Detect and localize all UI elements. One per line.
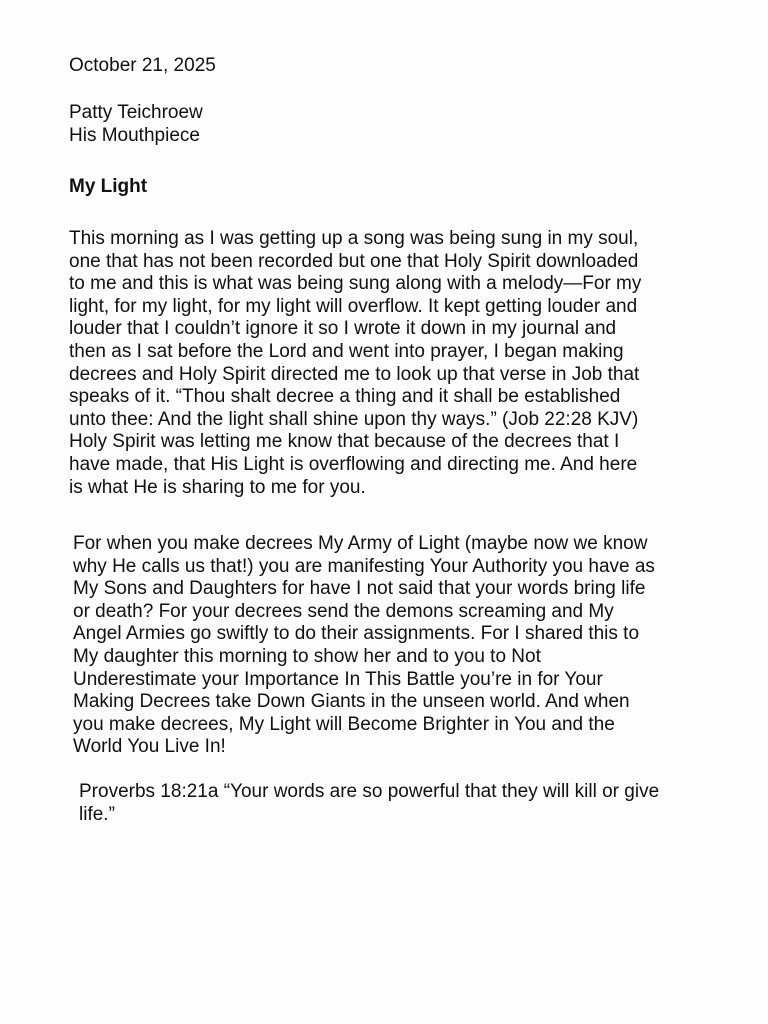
- text-line: speaks of it. “Thou shalt decree a thing and it shall be established: [69, 386, 621, 408]
- text-line: My Sons and Daughters for have I not said that your words bring life: [73, 578, 646, 600]
- closing-verse: [79, 781, 707, 826]
- author-name: Patty Teichroew: [69, 102, 203, 123]
- letter-date: October 21, 2025: [69, 55, 216, 76]
- text-line: then as I sat before the Lord and went into prayer, I began making: [69, 340, 624, 362]
- text-line: one that has not been recorded but one that Holy Spirit downloaded: [69, 250, 639, 272]
- letter-title: My Light: [69, 176, 148, 197]
- text-line: to me and this is what was being sung along with a melody—For my: [69, 273, 642, 295]
- text-line: life.”: [79, 803, 115, 825]
- text-line: This morning as I was getting up a song was being sung in my soul,: [69, 228, 639, 249]
- text-line: unto thee: And the light shall shine upon thy ways.” (Job 22:28 KJV): [69, 408, 639, 430]
- text-line: For when you make decrees My Army of Light (maybe now we know: [73, 533, 648, 554]
- author-role: His Mouthpiece: [69, 124, 200, 146]
- paragraph-message: [73, 533, 707, 759]
- text-line: Holy Spirit was letting me know that because of the decrees that I: [69, 431, 620, 453]
- text-line: decrees and Holy Spirit directed me to look up that verse in Job that: [69, 363, 640, 385]
- paragraph-opening: [69, 228, 709, 499]
- author-block: [69, 102, 709, 147]
- text-line: Angel Armies go swiftly to do their assignments. For I shared this to: [73, 623, 640, 645]
- text-line: Underestimate your Importance In This Battle you’re in for Your: [73, 668, 603, 690]
- text-line: World You Live In!: [73, 736, 226, 758]
- text-line: My daughter this morning to show her and to you to Not: [73, 645, 541, 667]
- text-line: have made, that His Light is overflowing and directing me. And here: [69, 453, 638, 475]
- text-line: is what He is sharing to me for you.: [69, 476, 366, 498]
- text-line: why He calls us that!) you are manifesting Your Authority you have as: [73, 555, 655, 577]
- text-line: or death? For your decrees send the demons screaming and My: [73, 600, 614, 622]
- text-line: light, for my light, for my light will overflow. It kept getting louder and: [69, 295, 638, 317]
- text-line: Proverbs 18:21a “Your words are so powerful that they will kill or give: [79, 781, 660, 802]
- text-line: Making Decrees take Down Giants in the unseen world. And when: [73, 691, 630, 713]
- text-line: louder that I couldn’t ignore it so I wrote it down in my journal and: [69, 318, 617, 340]
- text-line: you make decrees, My Light will Become Brighter in You and the: [73, 713, 615, 735]
